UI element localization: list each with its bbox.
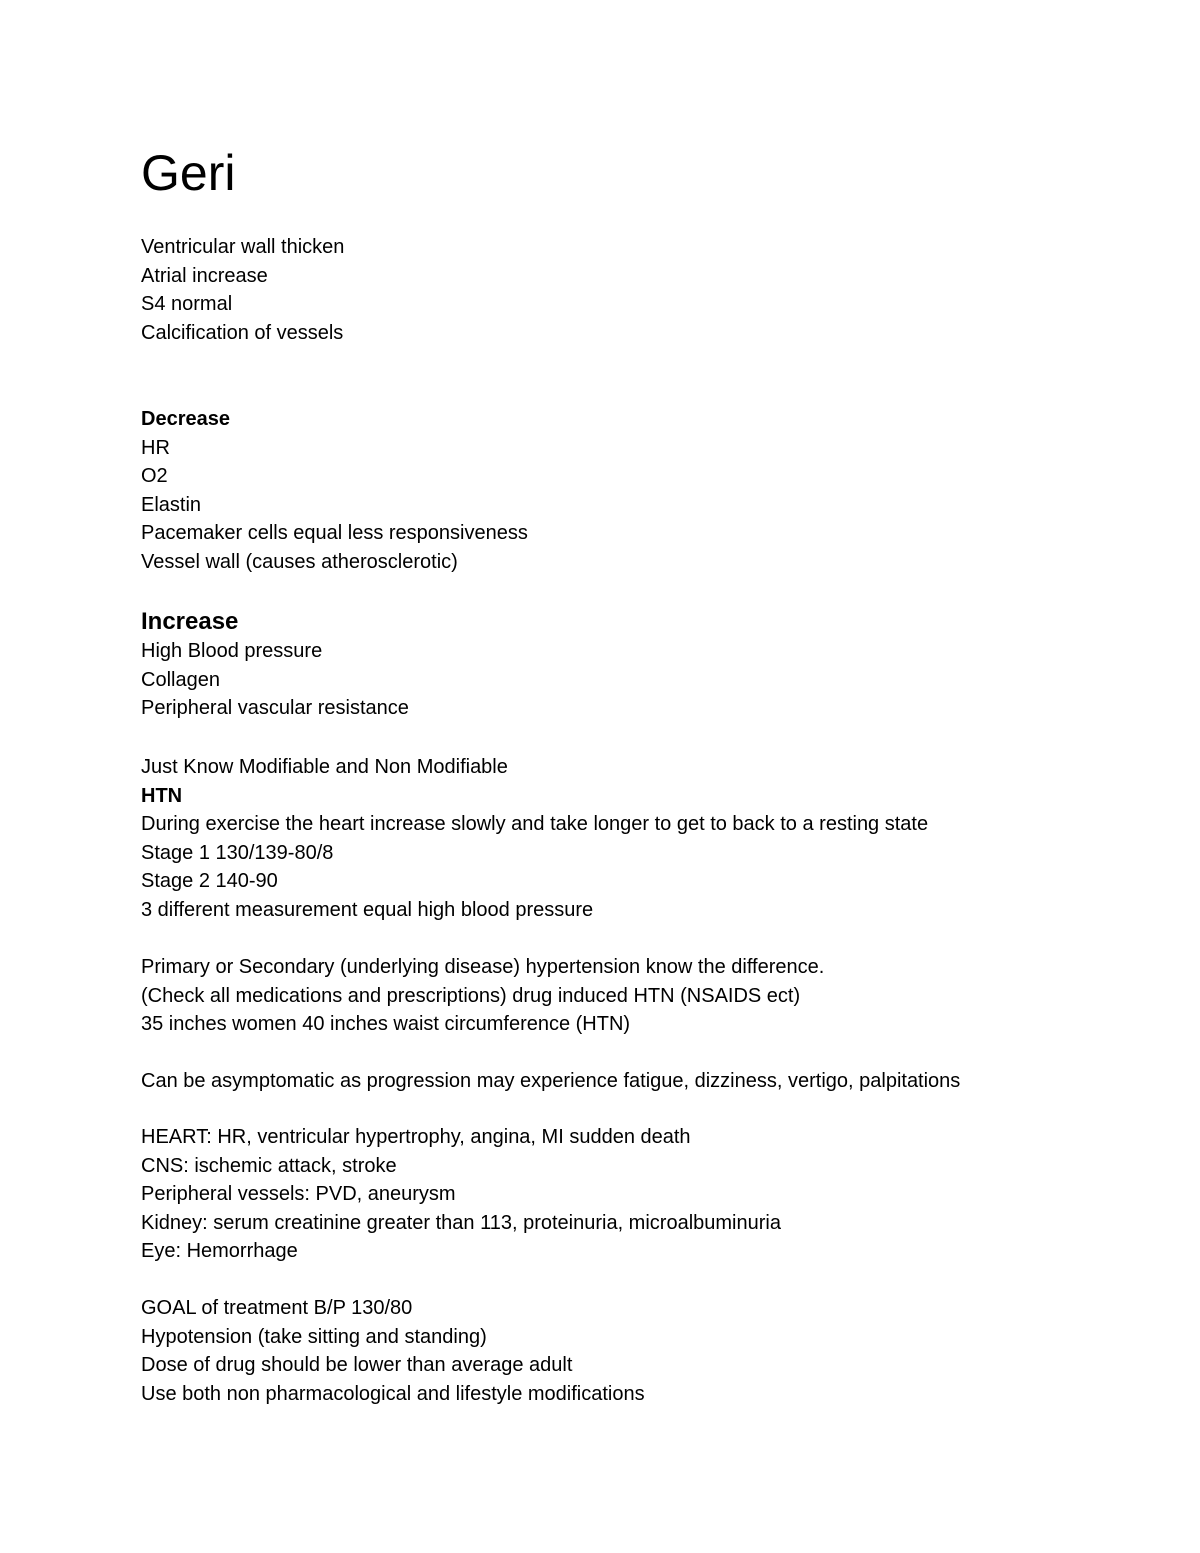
organs-section	[141, 1123, 781, 1266]
list-item: Dose of drug should be lower than average adult	[141, 1354, 573, 1377]
list-item: CNS: ischemic attack, stroke	[141, 1154, 397, 1177]
section-heading-htn: HTN	[141, 784, 183, 807]
list-item: HEART: HR, ventricular hypertrophy, angina, MI sudden death	[141, 1126, 691, 1148]
list-item: Calcification of vessels	[141, 321, 344, 344]
list-item: Primary or Secondary (underlying disease) hypertension know the difference.	[141, 956, 825, 978]
list-item: Elastin	[141, 493, 202, 516]
symptoms-section	[141, 1067, 960, 1096]
list-item: Peripheral vessels: PVD, aneurysm	[141, 1183, 456, 1206]
list-item: Use both non pharmacological and lifestyle modifications	[141, 1382, 645, 1405]
types-section	[141, 953, 824, 1039]
list-item: Hypotension (take sitting and standing)	[141, 1325, 487, 1348]
section-heading-decrease: Decrease	[141, 408, 230, 430]
intro-list	[141, 233, 344, 347]
list-item: HR	[141, 436, 170, 459]
list-item: Kidney: serum creatinine greater than 113, proteinuria, microalbuminuria	[141, 1211, 781, 1234]
list-item: Vessel wall (causes atherosclerotic)	[141, 550, 458, 573]
decrease-section	[141, 405, 528, 577]
list-item: High Blood pressure	[141, 640, 323, 662]
section-heading-increase: Increase	[141, 608, 239, 635]
list-item: S4 normal	[141, 293, 233, 316]
list-item: Collagen	[141, 668, 220, 691]
list-item: O2	[141, 465, 168, 488]
list-item: During exercise the heart increase slowly and take longer to get to back to a resting state	[141, 813, 929, 836]
list-item: (Check all medications and prescriptions) drug induced HTN (NSAIDS ect)	[141, 984, 801, 1007]
increase-section	[141, 607, 409, 723]
list-item: Pacemaker cells equal less responsiveness	[141, 522, 528, 545]
list-item: 3 different measurement equal high blood pressure	[141, 898, 594, 921]
list-item: Peripheral vascular resistance	[141, 697, 409, 720]
list-item: Eye: Hemorrhage	[141, 1240, 298, 1263]
list-item: Atrial increase	[141, 264, 268, 287]
list-item: Stage 1 130/139-80/8	[141, 841, 334, 864]
htn-section	[141, 753, 928, 925]
list-item: Ventricular wall thicken	[141, 236, 345, 258]
modifiable-note: Just Know Modifiable and Non Modifiable	[141, 756, 508, 778]
page-title: Geri	[141, 145, 236, 201]
list-item: GOAL of treatment B/P 130/80	[141, 1297, 413, 1319]
list-item: 35 inches women 40 inches waist circumference (HTN)	[141, 1013, 631, 1036]
symptoms-text: Can be asymptomatic as progression may experience fatigue, dizziness, vertigo, palpitations	[141, 1070, 961, 1092]
list-item: Stage 2 140-90	[141, 870, 278, 893]
goals-section	[141, 1294, 645, 1408]
